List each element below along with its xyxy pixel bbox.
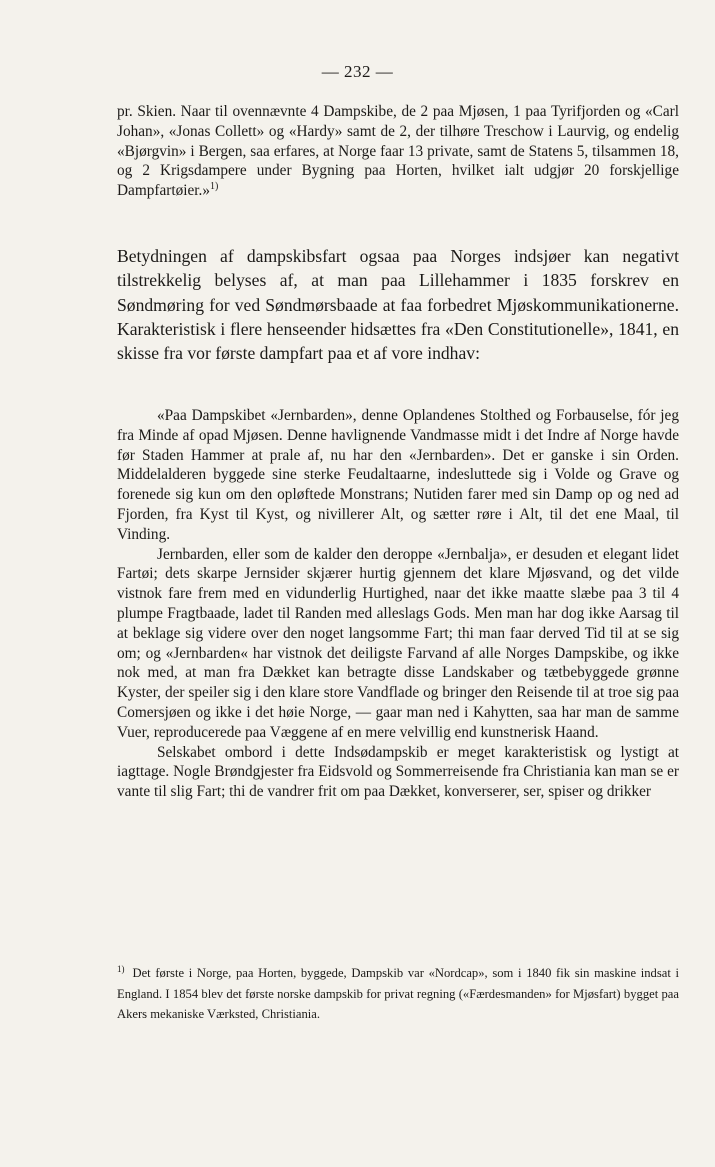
paragraph-text: pr. Skien. Naar til ovennævnte 4 Dampskibe, de 2 paa Mjøsen, 1 paa Tyrifjorden og «Carl Johan», «Jonas Collett» og «Hardy» samt de 2, der tilhøre Treschow i Laurvig, og endelig «Bjørgvin» i Bergen, saa erfares, at Norge faar 13 private, samt de Statens 5, tilsammen 18, og 2 Krigsdampere under Bygning paa Horten, hvilket ialt udgjør 20 forskjellige Dampfartøier.» xyxy=(117,103,679,200)
paragraph xyxy=(117,102,679,201)
paragraph-block-large xyxy=(117,244,679,365)
footnote xyxy=(117,963,679,1025)
page-number: — 232 — xyxy=(321,62,394,81)
paragraph-block-intro xyxy=(117,102,679,201)
quote-paragraph: Selskabet ombord i dette Indsødampskib er meget karakteristisk og lystigt at iagttage. Nogle Brøndgjester fra Eidsvold og Sommerreisende fra Christiania kan man se er vante til slig Fart; thi de vandrer frit om paa Dækket, konverserer, ser, spiser og drikker xyxy=(117,743,679,801)
quote-paragraph: «Paa Dampskibet «Jernbarden», denne Oplandenes Stolthed og Forbauselse, fór jeg fra Minde af opad Mjøsen. Denne havlignende Vandmasse midt i det Indre af Norge havde før Staden Hammer at prale af, nu har den «Jernbarden». Det er ganske i sin Orden. Middelalderen byggede sine sterke Feudaltaarne, indesluttede sig i Volde og Grave og forenede sig kun om den opløftede Monstrans; Nutiden farer med sin Damp op og ned ad Fjorden, fra Kyst til Kyst, og nivillerer Alt, og sætter røre i Alt, til det ene Maal, til Vinding. xyxy=(117,407,679,543)
footnote-marker: 1) xyxy=(117,963,125,974)
footnote-text: Det første i Norge, paa Horten, byggede, Dampskib var «Nordcap», som i 1840 fik sin maskine indsat i England. I 1854 blev det første norske dampskib for privat regning («Færdesmanden» for Mjøsfart) bygget paa Akers mekaniske Værksted, Christiania. xyxy=(117,966,679,1021)
quotation-block xyxy=(117,406,679,802)
footnote-reference: 1) xyxy=(210,181,219,193)
paragraph: Betydningen af dampskibsfart ogsaa paa Norges indsjøer kan negativt tilstrekkelig belyses af, at man paa Lillehammer i 1835 forskrev en Søndmøring for ved Søndmørsbaade at faa forbedret Mjøskommunikationerne. Karakteristisk i flere henseender hidsættes fra «Den Constitutionelle», 1841, en skisse fra vor første dampfart paa et af vore indhav: xyxy=(117,246,679,364)
quote-paragraph: Jernbarden, eller som de kalder den deroppe «Jernbalja», er desuden et elegant lidet Fartøi; dets skarpe Jernsider skjærer hurtig gjennem det klare Mjøsvand, og det vilde vistnok fare frem med en vidunderlig Hurtighed, naar det ikke maatte slæbe paa 3 til 4 plumpe Fragtbaade, ladet til Randen med alleslags Gods. Men man har dog ikke Aarsag til at beklage sig videre over den noget langsomme Fart; thi man faar derved Tid til at se sig om; og «Jernbarden« har vistnok det deiligste Farvand af alle Norges Dampskibe, og ikke nok med, at man fra Dækket kan betragte disse Landskaber og tætbebyggede grønne Kyster, der speiler sig i den klare store Vandflade og bringer den Reisende til at troe sig paa Comersjøen og ikke i det høie Norge, — gaar man ned i Kahytten, saa har man de samme Vuer, reproducerede paa Væggene af en mere velvillig end kunstnerisk Haand. xyxy=(117,545,679,741)
